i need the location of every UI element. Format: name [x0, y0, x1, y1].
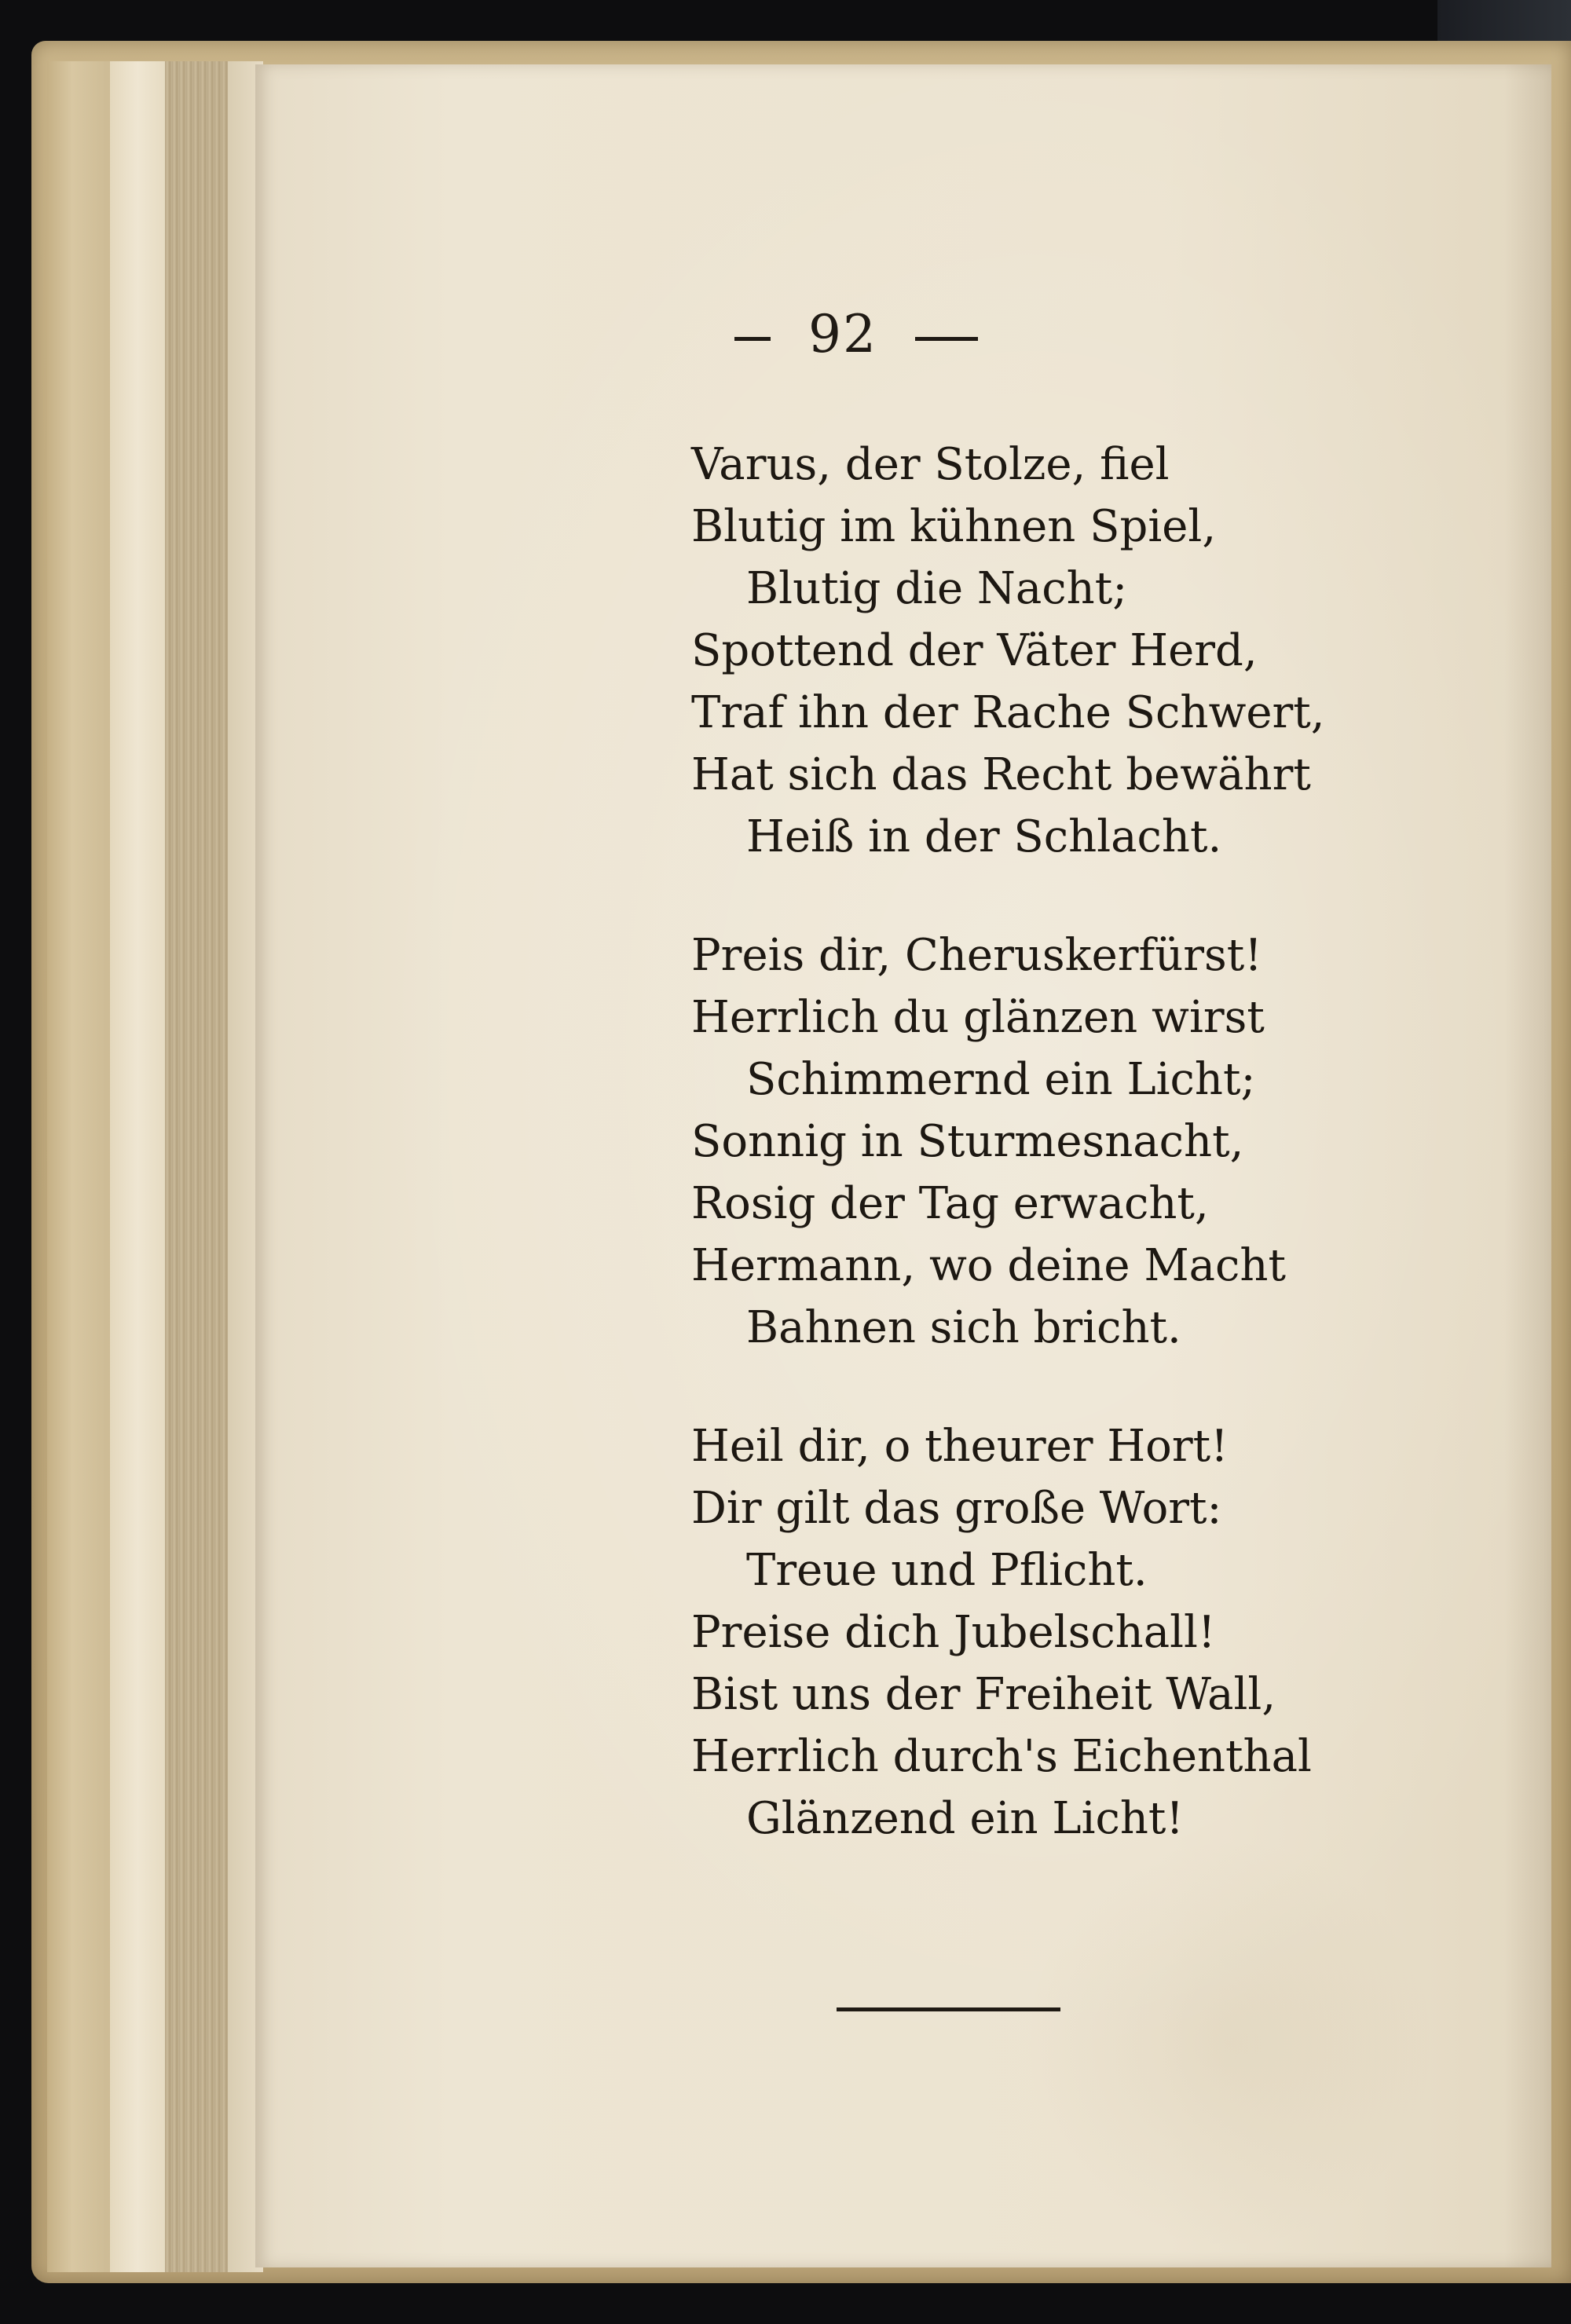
poem-line: Rosig der Tag erwacht, — [691, 1178, 1209, 1229]
poem-text — [691, 434, 1555, 1906]
page-number: 92 — [808, 304, 877, 364]
poem-line: Preis dir, Cheruskerfürst! — [691, 930, 1262, 981]
folio-dash-left — [734, 337, 771, 341]
poem-line: Hermann, wo deine Macht — [691, 1240, 1286, 1291]
poem-line: Heiß in der Schlacht. — [746, 811, 1222, 862]
poem-line: Herrlich du glänzen wirst — [691, 992, 1265, 1043]
poem-line: Bahnen sich bricht. — [746, 1302, 1181, 1353]
poem-line: Heil dir, o theurer Hort! — [691, 1421, 1229, 1472]
page-edge-stack — [165, 61, 228, 2272]
poem-line: Traf ihn der Rache Schwert, — [691, 687, 1325, 738]
page-edge-outer — [47, 61, 110, 2272]
poem-line: Schimmernd ein Licht; — [746, 1054, 1256, 1105]
poem-line: Varus, der Stolze, fiel — [691, 439, 1170, 490]
closing-rule — [837, 2007, 1060, 2011]
poem-line: Blutig die Nacht; — [746, 563, 1128, 614]
stanza — [691, 434, 1555, 868]
poem-line: Bist uns der Freiheit Wall, — [691, 1669, 1276, 1720]
poem-line: Blutig im kühnen Spiel, — [691, 501, 1217, 552]
poem-line: Treue und Pflicht. — [746, 1545, 1148, 1596]
book-page — [255, 64, 1551, 2267]
page-number-header — [255, 304, 1551, 364]
poem-line: Sonnig in Sturmesnacht, — [691, 1116, 1244, 1167]
poem-line: Glänzend ein Licht! — [746, 1793, 1184, 1844]
poem-line: Spottend der Väter Herd, — [691, 625, 1258, 676]
scanner-backing — [1437, 0, 1571, 47]
poem-line: Dir gilt das große Wort: — [691, 1483, 1222, 1534]
page-edge-light — [110, 61, 165, 2272]
folio-dash-right — [915, 337, 978, 341]
poem-line: Herrlich durch's Eichenthal — [691, 1731, 1312, 1782]
poem-line: Hat sich das Recht bewährt — [691, 749, 1311, 800]
stanza — [691, 924, 1555, 1359]
poem-line: Preise dich Jubelschall! — [691, 1607, 1216, 1658]
stanza — [691, 1415, 1555, 1850]
